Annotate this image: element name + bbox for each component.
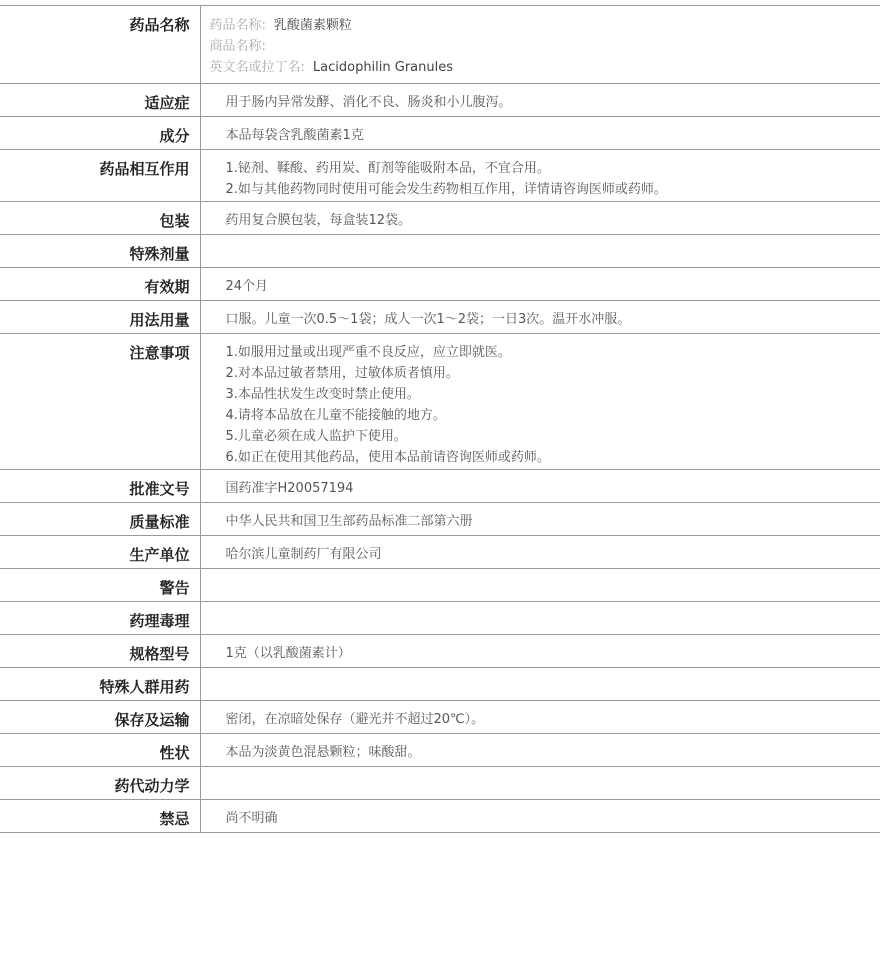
row-pharmacokinetics xyxy=(0,767,880,800)
value-line: 国药准字H20057194 xyxy=(225,481,354,496)
value-line: 尚不明确 xyxy=(225,811,278,826)
value-line: 3.本品性状发生改变时禁止使用。 xyxy=(225,387,420,402)
row-specification xyxy=(0,635,880,668)
row-warning xyxy=(0,569,880,602)
row-value xyxy=(200,470,880,503)
row-label: 警告 xyxy=(0,569,200,602)
row-label: 成分 xyxy=(0,117,200,150)
value-line: 药用复合膜包装，每盒装12袋。 xyxy=(225,213,412,228)
row-special-populations xyxy=(0,668,880,701)
row-label: 包装 xyxy=(0,202,200,235)
row-label: 用法用量 xyxy=(0,301,200,334)
row-label: 禁忌 xyxy=(0,800,200,833)
row-value xyxy=(200,334,880,470)
row-pharmacology xyxy=(0,602,880,635)
row-label: 生产单位 xyxy=(0,536,200,569)
row-usage-dosage xyxy=(0,301,880,334)
drug-info-table xyxy=(0,5,880,833)
name-value: 乳酸菌素颗粒 xyxy=(273,18,352,33)
row-special-dosage xyxy=(0,235,880,268)
row-value xyxy=(200,536,880,569)
row-value xyxy=(200,767,880,800)
row-label: 有效期 xyxy=(0,268,200,301)
row-value xyxy=(200,503,880,536)
row-label: 特殊人群用药 xyxy=(0,668,200,701)
name-line-english xyxy=(210,57,880,78)
value-line: 6.如正在使用其他药品，使用本品前请咨询医师或药师。 xyxy=(225,450,550,465)
row-value xyxy=(200,202,880,235)
name-key: 英文名或拉丁名: xyxy=(209,60,305,75)
row-storage xyxy=(0,701,880,734)
row-label: 药品名称 xyxy=(0,6,200,84)
value-line: 密闭，在凉暗处保存（避光并不超过20℃）。 xyxy=(225,712,485,727)
value-line: 1克（以乳酸菌素计） xyxy=(225,646,351,661)
row-value xyxy=(200,301,880,334)
row-quality-standard xyxy=(0,503,880,536)
row-label: 规格型号 xyxy=(0,635,200,668)
value-line: 24个月 xyxy=(225,279,269,294)
row-value xyxy=(200,701,880,734)
row-drug-name xyxy=(0,6,880,84)
row-value xyxy=(200,268,880,301)
row-label: 批准文号 xyxy=(0,470,200,503)
row-interactions xyxy=(0,150,880,202)
row-precautions xyxy=(0,334,880,470)
row-contraindications xyxy=(0,800,880,833)
value-line: 5.儿童必须在成人监护下使用。 xyxy=(225,429,407,444)
value-line: 2.对本品过敏者禁用，过敏体质者慎用。 xyxy=(225,366,459,381)
row-label: 保存及运输 xyxy=(0,701,200,734)
row-shelf-life xyxy=(0,268,880,301)
row-packaging xyxy=(0,202,880,235)
row-value xyxy=(200,117,880,150)
value-line: 本品为淡黄色混悬颗粒；味酸甜。 xyxy=(225,745,421,760)
row-value xyxy=(200,6,880,84)
name-line-generic xyxy=(210,15,880,36)
name-value: Lacidophilin Granules xyxy=(312,60,454,75)
name-key: 药品名称: xyxy=(209,18,266,33)
row-value xyxy=(200,150,880,202)
value-line: 中华人民共和国卫生部药品标准二部第六册 xyxy=(225,514,473,529)
row-value xyxy=(200,569,880,602)
row-value xyxy=(200,635,880,668)
row-label: 适应症 xyxy=(0,84,200,117)
row-value xyxy=(200,602,880,635)
value-line: 口服。儿童一次0.5～1袋；成人一次1～2袋；一日3次。温开水冲服。 xyxy=(225,312,631,327)
row-value xyxy=(200,235,880,268)
row-value xyxy=(200,84,880,117)
value-line: 4.请将本品放在儿童不能接触的地方。 xyxy=(225,408,446,423)
name-key: 商品名称: xyxy=(209,39,266,54)
row-label: 特殊剂量 xyxy=(0,235,200,268)
row-label: 质量标准 xyxy=(0,503,200,536)
row-label: 注意事项 xyxy=(0,334,200,470)
row-label: 药代动力学 xyxy=(0,767,200,800)
value-line: 用于肠内异常发酵、消化不良、肠炎和小儿腹泻。 xyxy=(225,95,512,110)
row-appearance xyxy=(0,734,880,767)
value-line: 2.如与其他药物同时使用可能会发生药物相互作用，详情请咨询医师或药师。 xyxy=(225,182,667,197)
row-value xyxy=(200,668,880,701)
value-line: 哈尔滨儿童制药厂有限公司 xyxy=(225,547,382,562)
value-line: 1.铋剂、鞣酸、药用炭、酊剂等能吸附本品，不宜合用。 xyxy=(225,161,550,176)
row-label: 性状 xyxy=(0,734,200,767)
value-line: 本品每袋含乳酸菌素1克 xyxy=(225,128,364,143)
row-value xyxy=(200,800,880,833)
name-line-trade xyxy=(210,36,880,57)
row-ingredients xyxy=(0,117,880,150)
row-value xyxy=(200,734,880,767)
row-manufacturer xyxy=(0,536,880,569)
row-approval-number xyxy=(0,470,880,503)
row-label: 药理毒理 xyxy=(0,602,200,635)
value-line: 1.如服用过量或出现严重不良反应，应立即就医。 xyxy=(225,345,511,360)
row-indication xyxy=(0,84,880,117)
row-label: 药品相互作用 xyxy=(0,150,200,202)
